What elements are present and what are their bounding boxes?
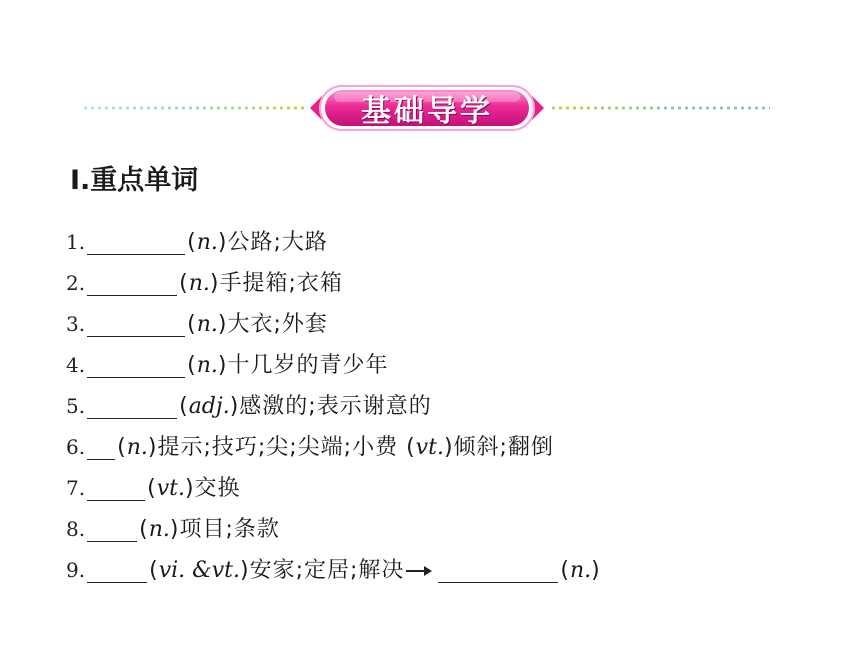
definition-text: ( [149,558,159,583]
answer-blank[interactable] [87,271,177,296]
item-number: 2. [66,271,86,295]
definition-text: )交换 [184,476,241,501]
item-number: 9. [66,558,86,582]
part-of-speech: adj. [188,394,230,419]
definition-text: ( [117,435,127,460]
answer-blank[interactable] [87,230,185,255]
definition-text: ( [139,517,149,542]
vocab-item [66,304,601,345]
item-number: 3. [66,312,86,336]
vocab-item [66,263,601,304]
vocab-item [66,222,601,263]
answer-blank[interactable] [87,558,147,583]
arrow-right-icon [406,564,434,578]
definition-text: ( [179,394,189,419]
definition-text: ( [187,230,197,255]
definition-text: )手提箱;衣箱 [209,271,343,296]
definition-text: )大衣;外套 [217,312,328,337]
section-title: Ⅰ.重点单词 [70,165,199,196]
part-of-speech: n. [570,558,592,583]
answer-blank[interactable] [87,312,185,337]
part-of-speech: vi. &vt. [158,558,240,583]
definition-text: )公路;大路 [217,230,328,255]
definition-text: ( [187,312,197,337]
section-header [0,78,860,138]
item-number: 4. [66,353,86,377]
item-number: 5. [66,394,86,418]
part-of-speech: n. [188,271,210,296]
part-of-speech: n. [148,517,170,542]
part-of-speech: n. [196,353,218,378]
item-number: 6. [66,435,86,459]
item-number: 1. [66,230,86,254]
vocab-item [66,427,601,468]
item-number: 7. [66,476,86,500]
definition-text: ( [179,271,189,296]
answer-blank[interactable] [438,558,558,583]
definition-text: )感激的;表示谢意的 [229,394,432,419]
decorative-dots-left [82,106,304,110]
part-of-speech: n. [126,435,148,460]
vocab-item [66,386,601,427]
part-of-speech: n. [196,230,218,255]
definition-text: )倾斜;翻倒 [443,435,554,460]
part-of-speech: vt. [156,476,185,501]
definition-text: ( [147,476,157,501]
definition-text: )安家;定居;解决 [239,558,405,583]
answer-blank[interactable] [87,353,185,378]
section-badge [308,83,546,133]
definition-text: ( [187,353,197,378]
definition-text: )十几岁的青少年 [217,353,389,378]
answer-blank[interactable] [87,394,177,419]
definition-text: )提示;技巧;尖;尖端;小费 ( [147,435,416,460]
answer-blank[interactable] [87,435,115,460]
decorative-dots-right [550,106,770,110]
item-number: 8. [66,517,86,541]
vocab-item [66,345,601,386]
definition-text: ( [560,558,570,583]
vocab-item [66,550,601,591]
definition-text: ) [591,558,601,583]
vocab-item [66,468,601,509]
answer-blank[interactable] [87,517,137,542]
answer-blank[interactable] [87,476,145,501]
vocabulary-list [66,222,601,591]
vocab-item [66,509,601,550]
part-of-speech: vt. [415,435,444,460]
part-of-speech: n. [196,312,218,337]
definition-text: )项目;条款 [169,517,280,542]
badge-label: 基础导学 [361,94,493,129]
